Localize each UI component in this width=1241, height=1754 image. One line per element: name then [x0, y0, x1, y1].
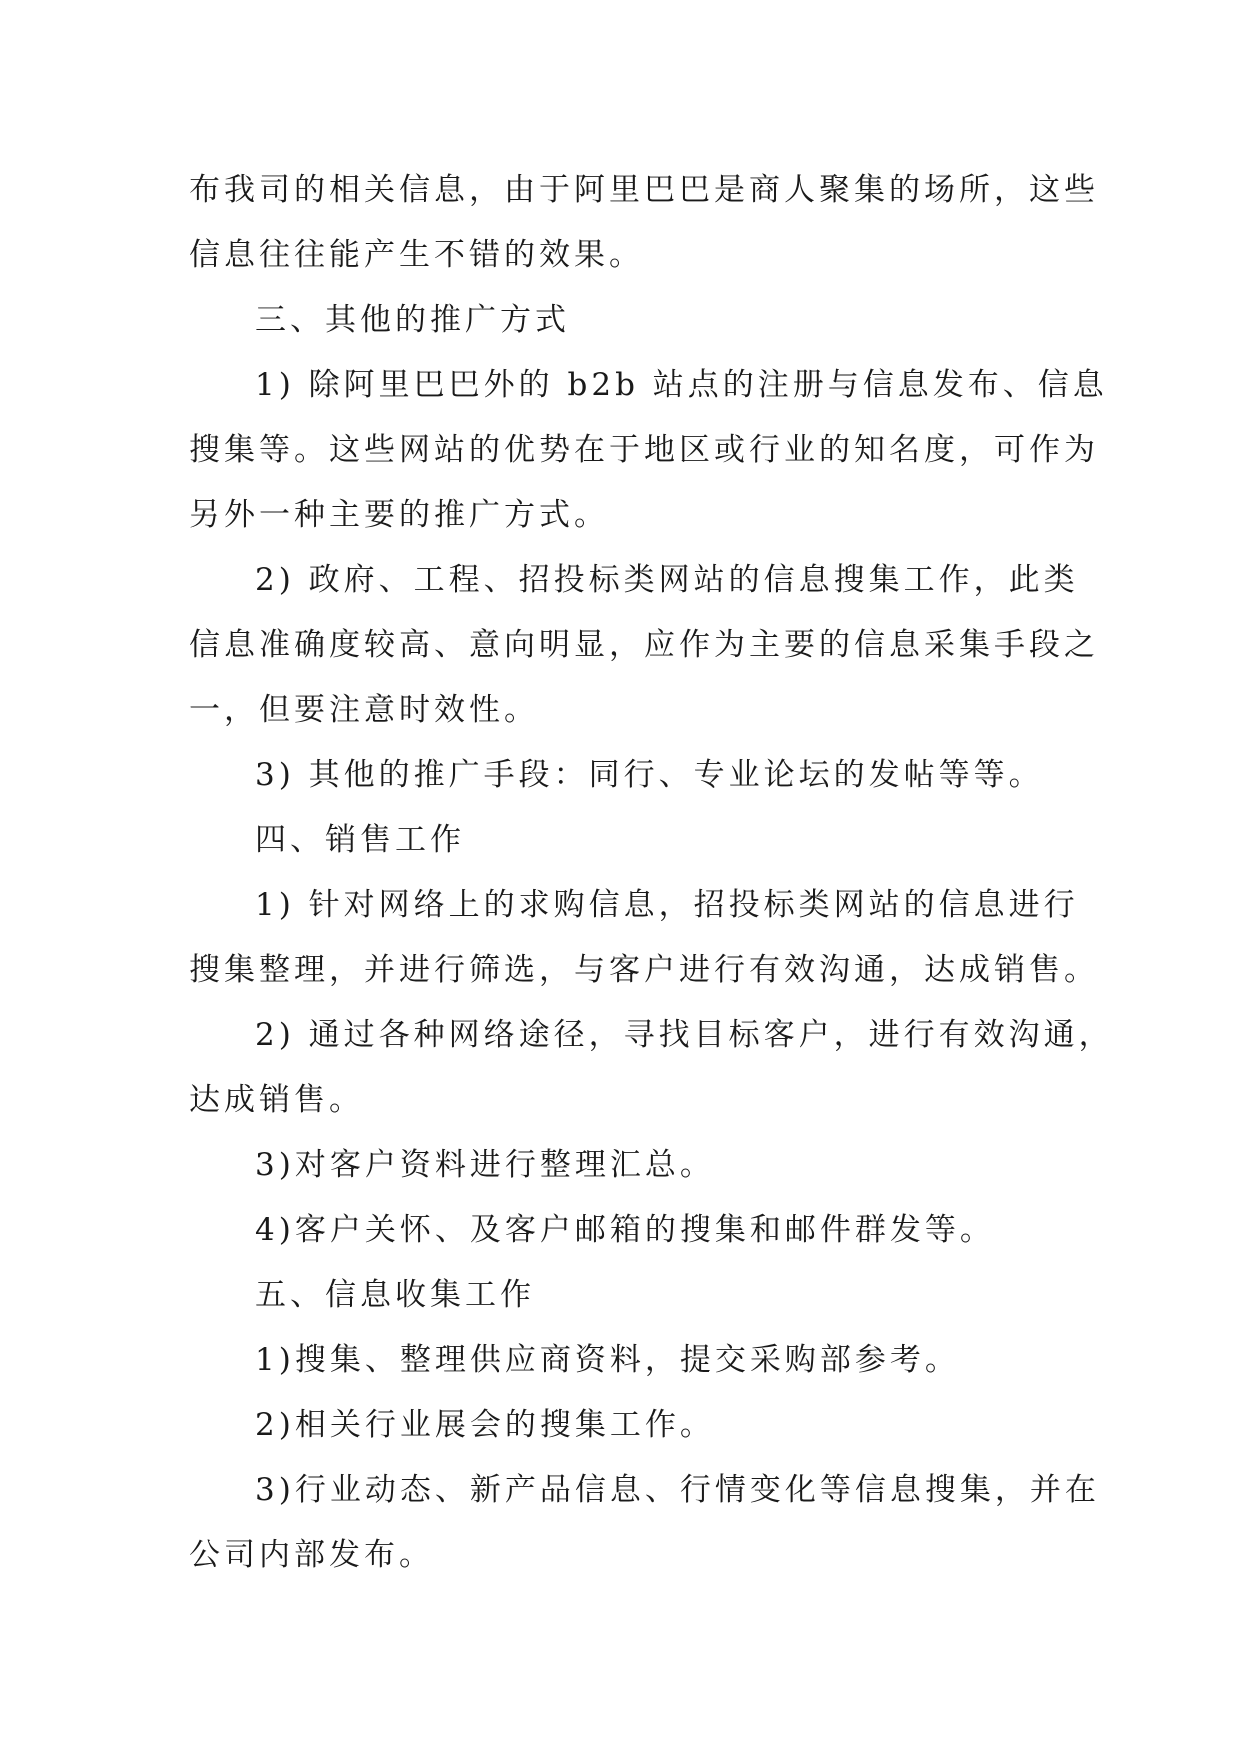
text-line: 3) 其他的推广手段：同行、专业论坛的发帖等等。	[255, 757, 1044, 793]
text-line: 3)行业动态、新产品信息、行情变化等信息搜集，并在	[255, 1472, 1100, 1508]
text-line: 2) 通过各种网络途径，寻找目标客户，进行有效沟通，	[255, 1017, 1114, 1053]
document-body	[189, 158, 1114, 1588]
text-line: 2) 政府、工程、招投标类网站的信息搜集工作，此类	[255, 562, 1079, 598]
text-line: 4)客户关怀、及客户邮箱的搜集和邮件群发等。	[255, 1212, 995, 1248]
text-line: 搜集整理，并进行筛选，与客户进行有效沟通，达成销售。	[189, 952, 1099, 988]
text-line: 公司内部发布。	[189, 1537, 434, 1573]
text-line: 2)相关行业展会的搜集工作。	[255, 1407, 715, 1443]
text-line: 布我司的相关信息，由于阿里巴巴是商人聚集的场所，这些	[189, 172, 1099, 208]
section-heading-5: 五、信息收集工作	[255, 1277, 535, 1313]
text-line: 一，但要注意时效性。	[189, 692, 539, 728]
section-heading-3: 三、其他的推广方式	[255, 302, 570, 338]
text-line: 达成销售。	[189, 1082, 364, 1118]
text-line: 信息往往能产生不错的效果。	[189, 237, 644, 273]
text-line: 1)搜集、整理供应商资料，提交采购部参考。	[255, 1342, 960, 1378]
text-line: 搜集等。这些网站的优势在于地区或行业的知名度，可作为	[189, 432, 1099, 468]
text-line: 1) 针对网络上的求购信息，招投标类网站的信息进行	[255, 887, 1079, 923]
text-line: 信息准确度较高、意向明显，应作为主要的信息采集手段之	[189, 627, 1099, 663]
text-line: 另外一种主要的推广方式。	[189, 497, 609, 533]
text-line: 3)对客户资料进行整理汇总。	[255, 1147, 715, 1183]
section-heading-4: 四、销售工作	[255, 822, 465, 858]
text-line: 1) 除阿里巴巴外的 b2b 站点的注册与信息发布、信息	[255, 367, 1108, 403]
